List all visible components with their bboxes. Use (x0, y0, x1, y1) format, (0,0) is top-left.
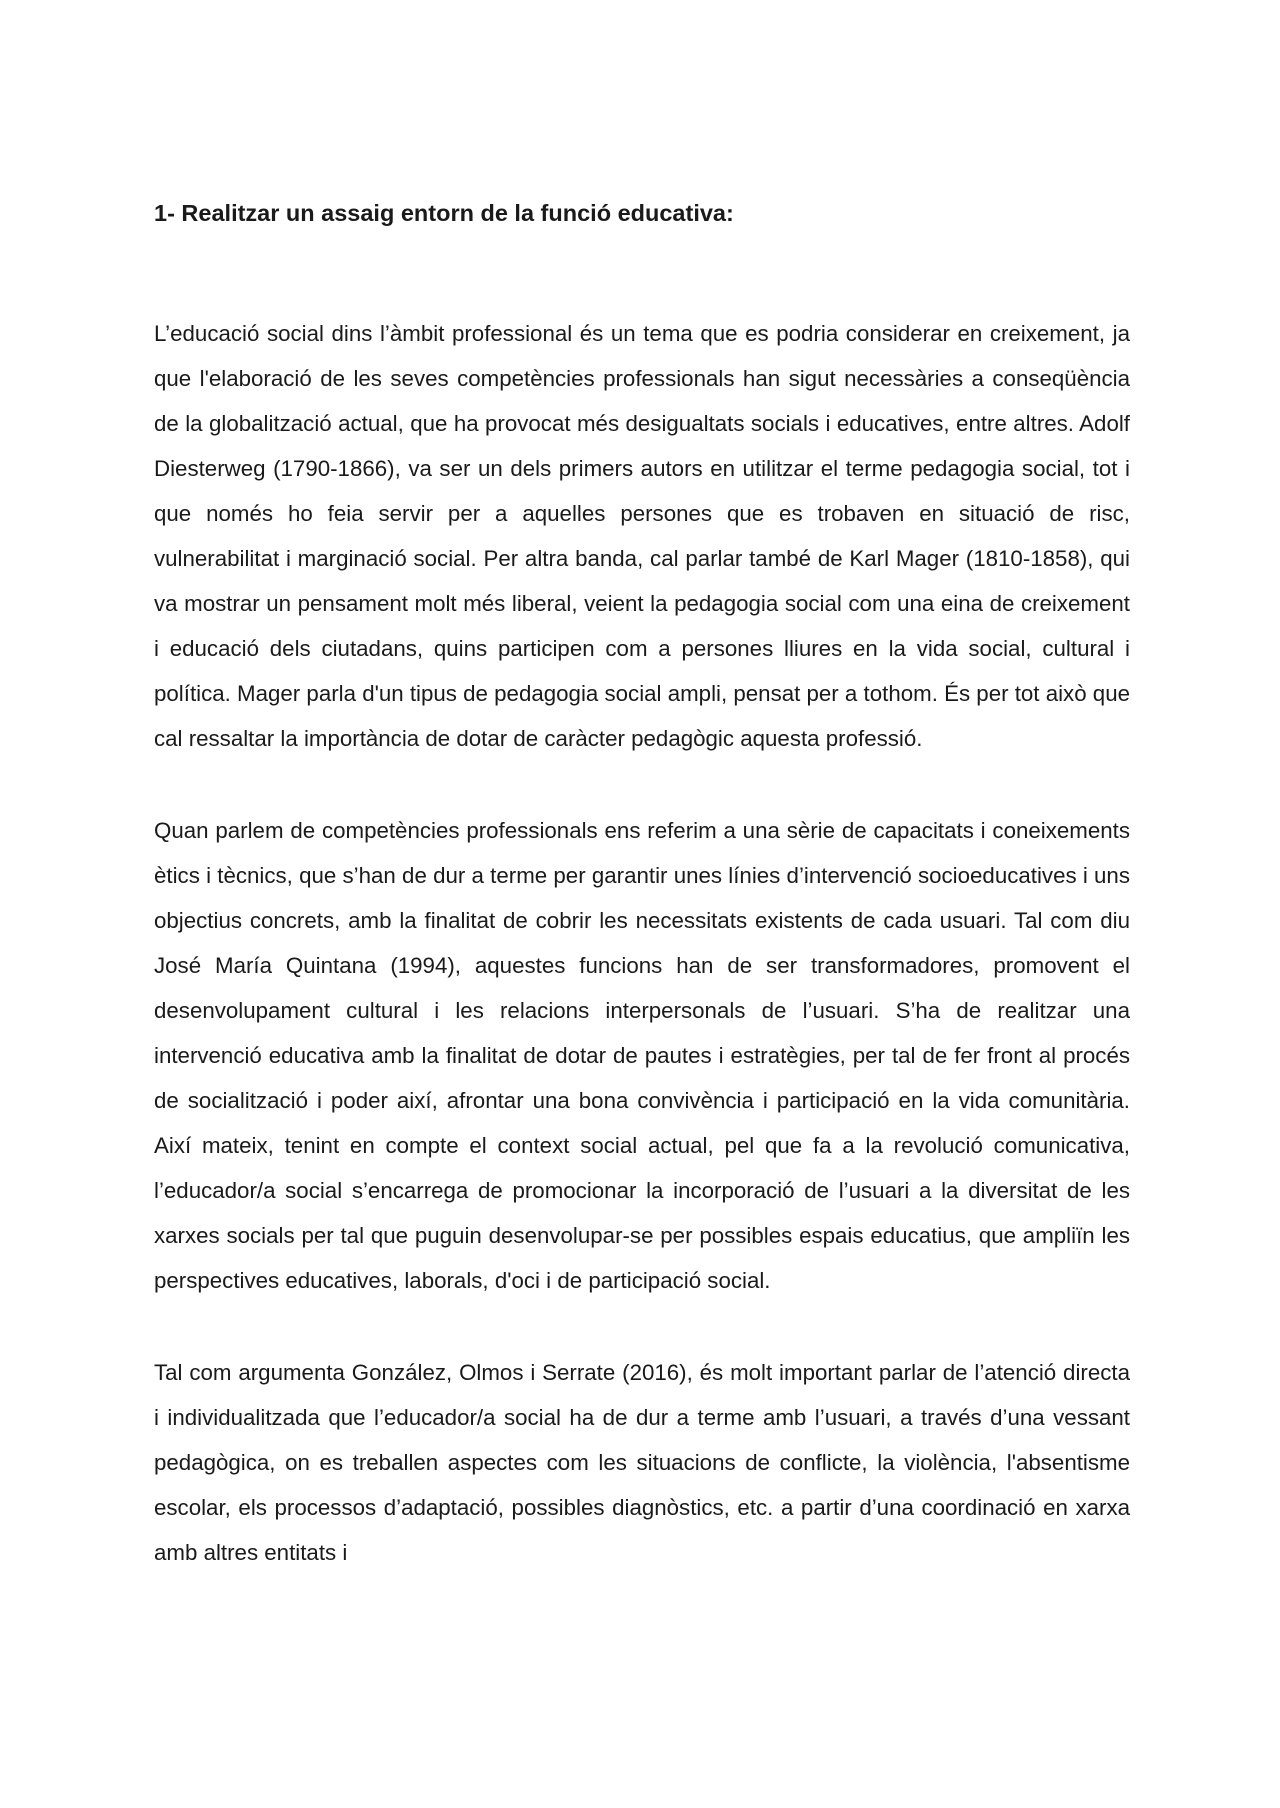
document-heading: 1- Realitzar un assaig entorn de la funció educativa: (154, 200, 734, 226)
paragraph-3: Tal com argumenta González, Olmos i Serrate (2016), és molt important parlar de l’atenció directa i individualitzada que l’educador/a social ha de dur a terme amb l’usuari, a través d’una vessant pedagògica, on es treballen aspectes com les situacions de conflicte, la violència, l'absentisme escolar, els processos d’adaptació, possibles diagnòstics, etc. a partir d’una coordinació en xarxa amb altres entitats i (154, 1360, 1130, 1565)
paragraph-2: Quan parlem de competències professionals ens referim a una sèrie de capacitats i coneixements ètics i tècnics, que s’han de dur a terme per garantir unes línies d’intervenció socioeducatives i uns objectius concrets, amb la finalitat de cobrir les necessitats existents de cada usuari. Tal com diu José María Quintana (1994), aquestes funcions han de ser transformadores, promovent el desenvolupament cultural i les relacions interpersonals de l’usuari. S’ha de realitzar una intervenció educativa amb la finalitat de dotar de pautes i estratègies, per tal de fer front al procés de socialització i poder així, afrontar una bona convivència i participació en la vida comunitària. Així mateix, tenint en compte el context social actual, pel que fa a la revolució comunicativa, l’educador/a social s’encarrega de promocionar la incorporació de l’usuari a la diversitat de les xarxes socials per tal que puguin desenvolupar-se per possibles espais educatius, que ampliïn les perspectives educatives, laborals, d'oci i de participació social. (154, 818, 1130, 1293)
document-page (154, 195, 1130, 1575)
paragraph-1: L’educació social dins l’àmbit professional és un tema que es podria considerar en creixement, ja que l'elaboració de les seves competències professionals han sigut necessàries a conseqüència de la globalització actual, que ha provocat més desigualtats socials i educatives, entre altres. Adolf Diesterweg (1790-1866), va ser un dels primers autors en utilitzar el terme pedagogia social, tot i que només ho feia servir per a aquelles persones que es trobaven en situació de risc, vulnerabilitat i marginació social. Per altra banda, cal parlar també de Karl Mager (1810-1858), qui va mostrar un pensament molt més liberal, veient la pedagogia social com una eina de creixement i educació dels ciutadans, quins participen com a persones lliures en la vida social, cultural i política. Mager parla d'un tipus de pedagogia social ampli, pensat per a tothom. És per tot això que cal ressaltar la importància de dotar de caràcter pedagògic aquesta professió. (154, 321, 1131, 751)
